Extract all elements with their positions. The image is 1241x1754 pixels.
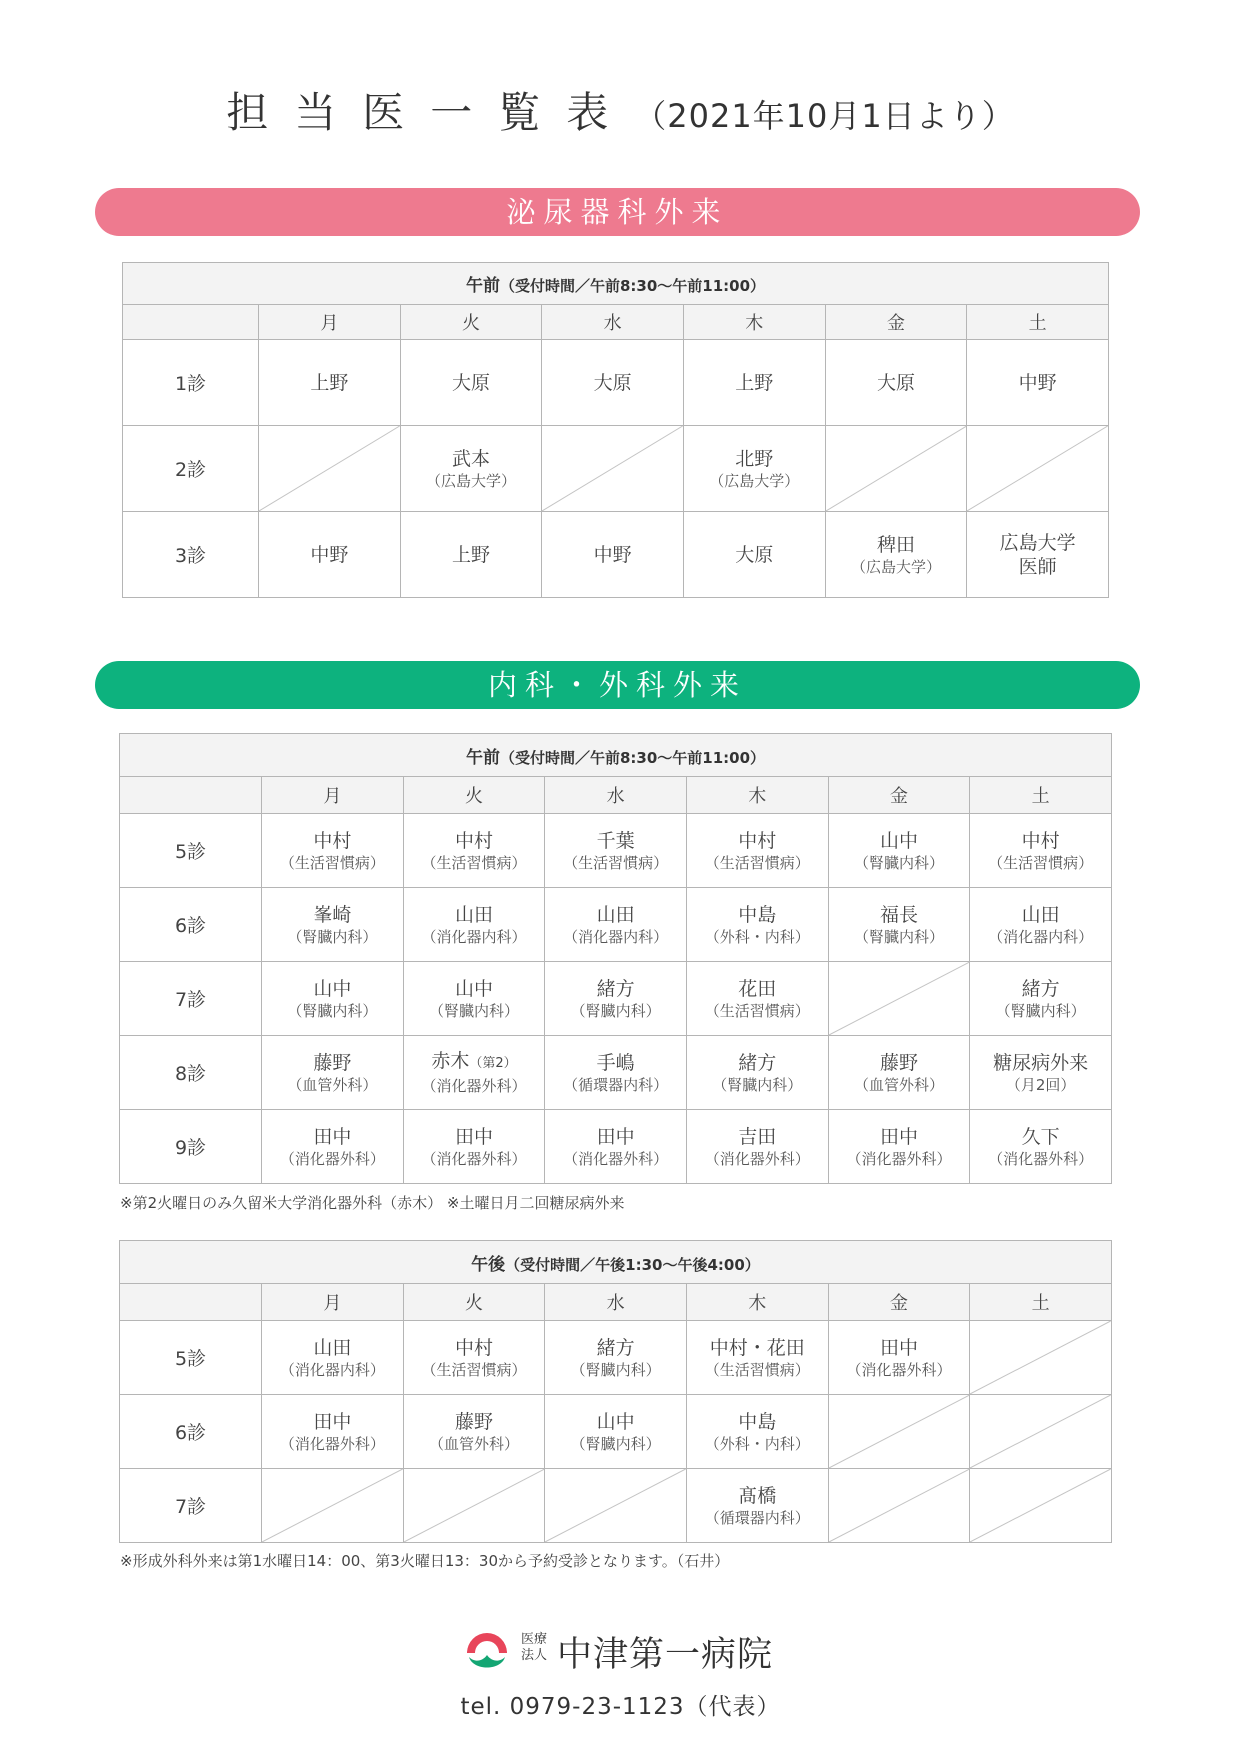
doctor-name <box>684 447 825 471</box>
session-header <box>123 263 1109 305</box>
doctor-name <box>545 977 686 1001</box>
doctor-name <box>542 371 683 395</box>
doctor-name <box>262 829 403 853</box>
no-clinic-slash <box>542 426 683 511</box>
table-row <box>120 1395 1112 1469</box>
doctor-week-note: （第2） <box>469 1056 517 1071</box>
reception-hours: （受付時間／午後1:30〜午後4:00） <box>505 1255 760 1274</box>
doctor-name <box>967 371 1108 395</box>
day-header: 金 <box>828 777 970 814</box>
doctor-name <box>687 903 828 927</box>
doctor-specialty: （消化器外科） <box>846 1149 952 1168</box>
doctor-cell <box>686 1321 828 1395</box>
doctor-name <box>829 1125 970 1149</box>
doctor-specialty: （生活習慣病） <box>704 1360 810 1379</box>
doctor-name-text: 山田 <box>313 1336 352 1359</box>
no-clinic-slash <box>829 1395 970 1468</box>
table-row <box>123 426 1109 512</box>
doctor-cell <box>400 426 542 512</box>
no-clinic-slash <box>829 1469 970 1542</box>
day-header: 木 <box>683 305 825 340</box>
doctor-cell <box>686 1036 828 1110</box>
doctor-specialty: （腎臓内科） <box>287 927 378 946</box>
doctor-name <box>545 903 686 927</box>
doctor-cell <box>400 340 542 426</box>
doctor-name-text: 山中 <box>454 977 493 1000</box>
doctor-name-text: 緒方 <box>1021 977 1060 1000</box>
room-label: 5診 <box>120 1321 262 1395</box>
doctor-name <box>401 543 542 567</box>
doctor-name-text: 北野 <box>735 447 774 470</box>
hospital-logo-icon <box>463 1627 511 1675</box>
logo-small-1: 医療 <box>521 1632 548 1647</box>
doctor-name <box>401 447 542 471</box>
doctor-cell <box>403 814 545 888</box>
doctor-specialty: （消化器外科） <box>988 1149 1094 1168</box>
empty-slot <box>828 962 970 1036</box>
empty-slot <box>967 426 1109 512</box>
doctor-name-text: 中村 <box>454 1336 493 1359</box>
doctor-name <box>970 829 1111 853</box>
doctor-name <box>262 977 403 1001</box>
doctor-name-text: 赤木 <box>431 1050 470 1072</box>
doctor-name-text: 田中 <box>879 1336 918 1359</box>
empty-slot <box>262 1469 404 1543</box>
doctor-name-text: 田中 <box>596 1125 635 1148</box>
doctor-name-text: 広島大学 <box>999 531 1076 554</box>
empty-slot <box>545 1469 687 1543</box>
doctor-name <box>970 977 1111 1001</box>
doctor-specialty: （広島大学） <box>709 471 800 490</box>
doctor-name <box>262 1336 403 1360</box>
telephone: tel. 0979-23-1123（代表） <box>460 1694 781 1720</box>
no-clinic-slash <box>262 1469 403 1542</box>
doctor-name <box>687 1125 828 1149</box>
doctor-specialty: （循環器内科） <box>563 1075 669 1094</box>
doctor-name-text: 千葉 <box>596 829 635 852</box>
doctor-specialty: （消化器外科） <box>563 1149 669 1168</box>
empty-slot <box>259 426 401 512</box>
doctor-cell <box>545 814 687 888</box>
table-row <box>120 1469 1112 1543</box>
doctor-cell <box>683 512 825 598</box>
doctor-specialty: （外科・内科） <box>704 927 810 946</box>
doctor-cell <box>403 1321 545 1395</box>
doctor-name-text: 藤野 <box>879 1051 918 1074</box>
hospital-logo <box>463 1625 783 1675</box>
table-row <box>120 1110 1112 1184</box>
doctor-name <box>687 1410 828 1434</box>
table-row <box>120 888 1112 962</box>
doctor-cell <box>262 1321 404 1395</box>
doctor-name <box>404 1125 545 1149</box>
doctor-name-text: 手嶋 <box>596 1051 635 1074</box>
day-header: 月 <box>262 1284 404 1321</box>
corner-cell <box>120 1284 262 1321</box>
doctor-specialty: （生活習慣病） <box>421 853 527 872</box>
doctor-cell <box>825 340 967 426</box>
doctor-name <box>262 903 403 927</box>
doctor-cell <box>686 814 828 888</box>
doctor-name-text: 上野 <box>451 543 490 566</box>
doctor-cell <box>686 1469 828 1543</box>
day-header: 土 <box>967 305 1109 340</box>
doctor-cell <box>259 340 401 426</box>
room-label: 9診 <box>120 1110 262 1184</box>
doctor-cell <box>542 512 684 598</box>
doctor-cell <box>970 1110 1112 1184</box>
doctor-name-text: 藤野 <box>313 1051 352 1074</box>
day-header: 水 <box>542 305 684 340</box>
doctor-name-text: 中村 <box>1021 829 1060 852</box>
urology-am-table <box>122 262 1109 598</box>
doctor-cell <box>683 426 825 512</box>
doctor-name <box>545 1410 686 1434</box>
doctor-name <box>687 1484 828 1508</box>
logo-corp-label <box>521 1632 547 1664</box>
doctor-specialty: （消化器内科） <box>279 1360 385 1379</box>
doctor-specialty: （循環器内科） <box>704 1508 810 1527</box>
doctor-cell <box>542 340 684 426</box>
doctor-name <box>970 903 1111 927</box>
doctor-name-text: 大原 <box>451 371 490 394</box>
doctor-specialty: （消化器外科） <box>279 1149 385 1168</box>
doctor-cell <box>970 962 1112 1036</box>
doctor-name <box>401 371 542 395</box>
doctor-cell <box>970 888 1112 962</box>
page-title-main: 担当医一覧表 <box>226 88 635 137</box>
doctor-name <box>545 1051 686 1075</box>
doctor-name-text: 中村 <box>454 829 493 852</box>
empty-slot <box>970 1395 1112 1469</box>
doctor-name <box>262 1410 403 1434</box>
no-clinic-slash <box>967 426 1108 511</box>
table-row <box>123 340 1109 426</box>
doctor-name-text: 福長 <box>879 903 918 926</box>
doctor-cell <box>828 1110 970 1184</box>
doctor-specialty: （腎臓内科） <box>853 853 944 872</box>
doctor-specialty: （広島大学） <box>425 471 516 490</box>
doctor-name <box>262 1051 403 1075</box>
doctor-specialty: （腎臓内科） <box>853 927 944 946</box>
doctor-name-text: 大原 <box>876 371 915 394</box>
doctor-cell <box>262 1110 404 1184</box>
no-clinic-slash <box>970 1469 1111 1542</box>
doctor-name-text: 田中 <box>879 1125 918 1148</box>
doctor-cell <box>828 814 970 888</box>
doctor-name <box>404 903 545 927</box>
doctor-name <box>545 1125 686 1149</box>
doctor-name-text: 大原 <box>735 543 774 566</box>
empty-slot <box>970 1321 1112 1395</box>
doctor-name <box>829 1051 970 1075</box>
day-header: 水 <box>545 1284 687 1321</box>
room-label: 8診 <box>120 1036 262 1110</box>
doctor-cell <box>262 962 404 1036</box>
doctor-cell <box>262 888 404 962</box>
session-header <box>120 734 1112 777</box>
doctor-name-text: 上野 <box>735 371 774 394</box>
doctor-cell <box>686 1110 828 1184</box>
doctor-specialty: （消化器外科） <box>421 1077 527 1095</box>
doctor-specialty: （月2回） <box>1005 1075 1076 1094</box>
doctor-cell <box>686 1395 828 1469</box>
doctor-cell <box>545 962 687 1036</box>
doctor-name-text: 山田 <box>454 903 493 926</box>
doctor-name <box>259 371 400 395</box>
doctor-name <box>259 543 400 567</box>
room-label: 2診 <box>123 426 259 512</box>
doctor-specialty: （生活習慣病） <box>563 853 669 872</box>
day-header: 火 <box>403 1284 545 1321</box>
day-header: 月 <box>262 777 404 814</box>
doctor-specialty: （生活習慣病） <box>704 853 810 872</box>
doctor-name-text: 中村・花田 <box>709 1336 805 1359</box>
doctor-name-text: 田中 <box>454 1125 493 1148</box>
doctor-name-text: 山中 <box>313 977 352 1000</box>
empty-slot <box>825 426 967 512</box>
table-row <box>120 1036 1112 1110</box>
doctor-specialty: （腎臓内科） <box>712 1075 803 1094</box>
empty-slot <box>403 1469 545 1543</box>
doctor-specialty: （生活習慣病） <box>704 1001 810 1020</box>
doctor-specialty: （血管外科） <box>428 1434 519 1453</box>
doctor-specialty: （消化器外科） <box>421 1149 527 1168</box>
day-header: 金 <box>828 1284 970 1321</box>
doctor-cell <box>828 888 970 962</box>
doctor-specialty: （広島大学） <box>850 557 941 576</box>
doctor-name <box>262 1125 403 1149</box>
doctor-specialty: （血管外科） <box>853 1075 944 1094</box>
corner-cell <box>120 777 262 814</box>
doctor-specialty: （腎臓内科） <box>287 1001 378 1020</box>
doctor-name <box>967 531 1108 555</box>
doctor-name-text: 峯崎 <box>313 903 352 926</box>
empty-slot <box>828 1469 970 1543</box>
table-row <box>123 512 1109 598</box>
no-clinic-slash <box>545 1469 686 1542</box>
doctor-cell <box>967 512 1109 598</box>
table-row <box>120 814 1112 888</box>
doctor-name-text: 中村 <box>313 829 352 852</box>
doctor-name <box>970 1125 1111 1149</box>
room-label: 3診 <box>123 512 259 598</box>
doctor-specialty: （消化器外科） <box>279 1434 385 1453</box>
no-clinic-slash <box>970 1321 1111 1394</box>
doctor-name <box>404 1049 545 1076</box>
doctor-name-line2: 医師 <box>1018 555 1057 578</box>
doctor-specialty: （生活習慣病） <box>421 1360 527 1379</box>
doctor-cell <box>686 962 828 1036</box>
doctor-name-text: 藤野 <box>454 1410 493 1433</box>
doctor-specialty: （腎臓内科） <box>995 1001 1086 1020</box>
doctor-cell <box>403 1110 545 1184</box>
day-header: 火 <box>400 305 542 340</box>
doctor-specialty: （外科・内科） <box>704 1434 810 1453</box>
doctor-cell <box>970 814 1112 888</box>
doctor-cell <box>403 1395 545 1469</box>
doctor-specialty: （血管外科） <box>287 1075 378 1094</box>
doctor-cell <box>828 1321 970 1395</box>
doctor-specialty: （腎臓内科） <box>570 1360 661 1379</box>
doctor-cell <box>403 1036 545 1110</box>
session-name: 午後 <box>471 1254 506 1275</box>
doctor-name <box>542 543 683 567</box>
doctor-name-text: 武本 <box>451 447 490 470</box>
doctor-name-text: 糖尿病外来 <box>993 1051 1089 1074</box>
doctor-cell <box>262 814 404 888</box>
doctor-name <box>829 903 970 927</box>
doctor-specialty: （消化器内科） <box>563 927 669 946</box>
doctor-name-text: 緒方 <box>738 1051 777 1074</box>
page-title-date: （2021年10月1日より） <box>634 97 1015 135</box>
session-name: 午前 <box>465 276 500 296</box>
doctor-name-text: 中野 <box>310 543 349 566</box>
doctor-name-text: 緒方 <box>596 1336 635 1359</box>
doctor-cell <box>262 1036 404 1110</box>
room-label: 7診 <box>120 962 262 1036</box>
doctor-specialty: （腎臓内科） <box>570 1434 661 1453</box>
doctor-name <box>545 1336 686 1360</box>
empty-slot <box>542 426 684 512</box>
doctor-name <box>687 829 828 853</box>
no-clinic-slash <box>970 1395 1111 1468</box>
internal-surgery-banner: 内科・外科外来 <box>95 661 1140 709</box>
doctor-name-text: 上野 <box>310 371 349 394</box>
doctor-name <box>829 829 970 853</box>
doctor-cell <box>545 1036 687 1110</box>
doctor-name-text: 山中 <box>596 1410 635 1433</box>
doctor-name-text: 稗田 <box>876 533 915 556</box>
doctor-cell <box>259 512 401 598</box>
doctor-name <box>687 977 828 1001</box>
doctor-cell <box>825 512 967 598</box>
doctor-cell <box>545 1321 687 1395</box>
doctor-name <box>404 1336 545 1360</box>
day-header: 金 <box>825 305 967 340</box>
day-header: 月 <box>259 305 401 340</box>
doctor-name <box>826 533 967 557</box>
session-header <box>120 1241 1112 1284</box>
page-title <box>0 80 1241 140</box>
internal-pm-note: ※形成外科外来は第1水曜日14：00、第3火曜日13：30から予約受診となります。（石井） <box>120 1552 730 1570</box>
doctor-name-text: 山田 <box>1021 903 1060 926</box>
no-clinic-slash <box>829 962 970 1035</box>
doctor-name <box>687 1336 828 1360</box>
doctor-cell <box>686 888 828 962</box>
doctor-name <box>684 371 825 395</box>
doctor-name <box>826 371 967 395</box>
doctor-name-text: 中島 <box>738 903 777 926</box>
doctor-name <box>404 1410 545 1434</box>
doctor-name-text: 吉田 <box>738 1125 777 1148</box>
empty-slot <box>828 1395 970 1469</box>
doctor-cell <box>545 1110 687 1184</box>
doctor-specialty: （腎臓内科） <box>570 1001 661 1020</box>
doctor-name-text: 久下 <box>1021 1125 1060 1148</box>
doctor-cell <box>403 888 545 962</box>
doctor-cell <box>545 1395 687 1469</box>
doctor-cell <box>403 962 545 1036</box>
doctor-cell <box>970 1036 1112 1110</box>
corner-cell <box>123 305 259 340</box>
doctor-name-text: 花田 <box>738 977 777 1000</box>
doctor-name-text: 中野 <box>1018 371 1057 394</box>
doctor-name <box>404 977 545 1001</box>
table-row <box>120 962 1112 1036</box>
internal-am-table <box>119 733 1112 1184</box>
doctor-name-text: 大原 <box>593 371 632 394</box>
room-label: 7診 <box>120 1469 262 1543</box>
reception-hours: （受付時間／午前8:30〜午前11:00） <box>499 277 766 295</box>
doctor-name-text: 田中 <box>313 1410 352 1433</box>
internal-am-note: ※第2火曜日のみ久留米大学消化器外科（赤木） ※土曜日月二回糖尿病外来 <box>120 1194 625 1212</box>
doctor-name-text: 山田 <box>596 903 635 926</box>
session-name: 午前 <box>465 747 500 768</box>
reception-hours: （受付時間／午前8:30〜午前11:00） <box>499 748 766 767</box>
doctor-cell <box>828 1036 970 1110</box>
doctor-name-text: 髙橋 <box>738 1484 777 1507</box>
doctor-cell <box>967 340 1109 426</box>
no-clinic-slash <box>826 426 967 511</box>
room-label: 1診 <box>123 340 259 426</box>
no-clinic-slash <box>404 1469 545 1542</box>
day-header: 水 <box>545 777 687 814</box>
room-label: 5診 <box>120 814 262 888</box>
room-label: 6診 <box>120 888 262 962</box>
doctor-specialty: （生活習慣病） <box>988 853 1094 872</box>
doctor-name <box>970 1051 1111 1075</box>
day-header: 火 <box>403 777 545 814</box>
doctor-cell <box>400 512 542 598</box>
doctor-name-text: 緒方 <box>596 977 635 1000</box>
day-header: 土 <box>970 1284 1112 1321</box>
doctor-specialty: （消化器外科） <box>846 1360 952 1379</box>
doctor-name-text: 田中 <box>313 1125 352 1148</box>
doctor-name-text: 中島 <box>738 1410 777 1433</box>
doctor-name-text: 中村 <box>738 829 777 852</box>
doctor-specialty: （生活習慣病） <box>279 853 385 872</box>
hospital-name: 中津第一病院 <box>557 1635 774 1675</box>
empty-slot <box>970 1469 1112 1543</box>
doctor-cell <box>262 1395 404 1469</box>
doctor-specialty: （消化器内科） <box>421 927 527 946</box>
internal-pm-table <box>119 1240 1112 1543</box>
doctor-name-text: 中野 <box>593 543 632 566</box>
doctor-cell <box>683 340 825 426</box>
no-clinic-slash <box>259 426 400 511</box>
room-label: 6診 <box>120 1395 262 1469</box>
day-header: 木 <box>686 1284 828 1321</box>
doctor-specialty: （腎臓内科） <box>428 1001 519 1020</box>
urology-banner: 泌尿器科外来 <box>95 188 1140 236</box>
doctor-specialty: （消化器内科） <box>988 927 1094 946</box>
doctor-name <box>404 829 545 853</box>
doctor-name <box>687 1051 828 1075</box>
day-header: 土 <box>970 777 1112 814</box>
logo-small-2: 法人 <box>521 1648 548 1663</box>
day-header: 木 <box>686 777 828 814</box>
doctor-name <box>545 829 686 853</box>
table-row <box>120 1321 1112 1395</box>
doctor-name-text: 山中 <box>879 829 918 852</box>
doctor-specialty: （消化器外科） <box>704 1149 810 1168</box>
doctor-cell <box>545 888 687 962</box>
doctor-name <box>684 543 825 567</box>
doctor-name <box>829 1336 970 1360</box>
